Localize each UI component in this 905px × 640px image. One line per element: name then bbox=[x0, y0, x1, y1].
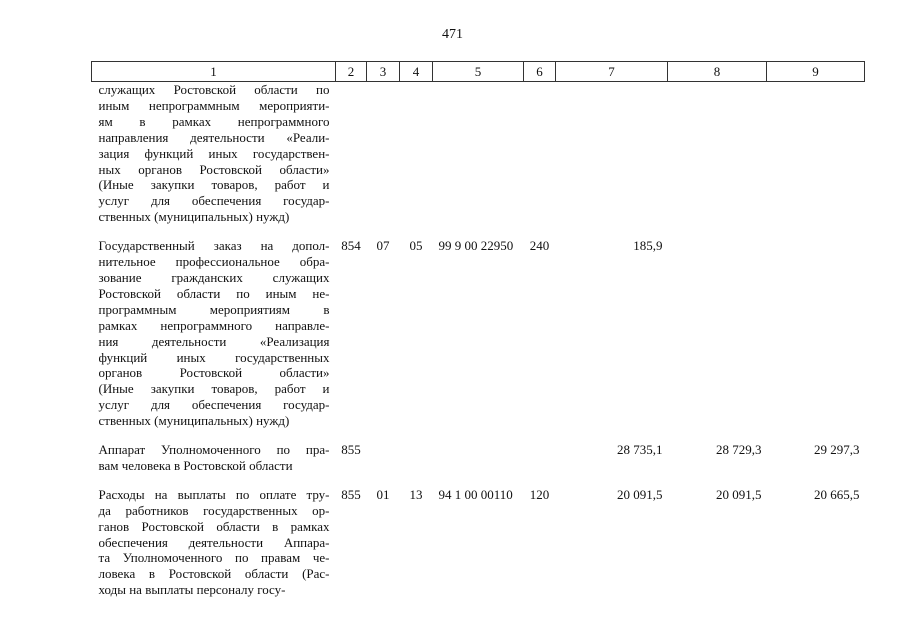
ministry-code: 855 bbox=[341, 442, 361, 458]
description-line: ственных (муниципальных) нужд) bbox=[98, 413, 290, 429]
amount-year-3 bbox=[767, 82, 865, 236]
column-header: 7 bbox=[556, 62, 668, 82]
row-description bbox=[92, 235, 336, 439]
section-code bbox=[367, 439, 400, 484]
description-line: функций иных государственных bbox=[98, 349, 330, 365]
table-row bbox=[92, 484, 865, 608]
description-line: услуг для обеспечения государ- bbox=[98, 397, 330, 413]
description-line: направления деятельности «Реали- bbox=[98, 129, 330, 145]
header-row bbox=[92, 62, 865, 82]
description-line: Расходы на выплаты по оплате тру- bbox=[98, 486, 330, 502]
description-line: Ростовской области по иным не- bbox=[98, 285, 330, 301]
amount-year-3: 20 665,5 bbox=[814, 486, 860, 502]
amount-year-1: 28 735,1 bbox=[617, 442, 663, 458]
description-line: служащих Ростовской области по bbox=[98, 82, 330, 97]
ministry-code: 855 bbox=[341, 486, 361, 502]
amount-year-1: 20 091,5 bbox=[617, 486, 663, 502]
ministry-code: 854 bbox=[341, 238, 361, 254]
section-code: 07 bbox=[376, 238, 390, 254]
description-line: иным непрограммным мероприяти- bbox=[98, 97, 330, 113]
description-line: программным мероприятиям в bbox=[98, 301, 330, 317]
expense-type-code: 120 bbox=[529, 486, 550, 502]
target-article-code: 99 9 00 22950 bbox=[438, 238, 514, 254]
description-line: Аппарат Уполномоченного по пра- bbox=[98, 442, 330, 458]
description-line: вам человека в Ростовской области bbox=[98, 457, 293, 473]
description-line: (Иные закупки товаров, работ и bbox=[98, 177, 330, 193]
target-article-code bbox=[433, 82, 524, 236]
description-line: ям в рамках непрограммного bbox=[98, 113, 330, 129]
column-header: 4 bbox=[400, 62, 433, 82]
description-line: ных органов Ростовской области» bbox=[98, 161, 330, 177]
description-line: ходы на выплаты персоналу госу- bbox=[98, 582, 286, 598]
column-header: 9 bbox=[767, 62, 865, 82]
section-code: 01 bbox=[376, 486, 390, 502]
column-header: 1 bbox=[92, 62, 336, 82]
amount-year-1 bbox=[556, 82, 668, 236]
description-line: обеспечения деятельности Аппара- bbox=[98, 534, 330, 550]
subsection-code: 05 bbox=[409, 238, 423, 254]
target-article-code bbox=[433, 439, 524, 484]
row-description bbox=[92, 82, 336, 236]
expense-type-code bbox=[524, 82, 556, 236]
description-line: рамках непрограммного направле- bbox=[98, 317, 330, 333]
description-line: ганов Ростовской области в рамках bbox=[98, 518, 330, 534]
description-line: нительное профессиональное обра- bbox=[98, 254, 330, 270]
amount-year-3 bbox=[767, 235, 865, 439]
row-description bbox=[92, 439, 336, 484]
page-number: 471 bbox=[442, 27, 463, 42]
amount-year-2: 28 729,3 bbox=[716, 442, 762, 458]
target-article-code: 94 1 00 00110 bbox=[438, 486, 513, 502]
expense-type-code bbox=[524, 439, 556, 484]
description-line: да работников государственных ор- bbox=[98, 502, 330, 518]
description-line: та Уполномоченного по правам че- bbox=[98, 550, 330, 566]
amount-year-2: 20 091,5 bbox=[716, 486, 762, 502]
description-line: (Иные закупки товаров, работ и bbox=[98, 381, 330, 397]
subsection-code: 13 bbox=[409, 486, 423, 502]
ministry-code bbox=[336, 82, 367, 236]
description-line: ловека в Ростовской области (Рас- bbox=[98, 566, 330, 582]
column-header: 6 bbox=[524, 62, 556, 82]
description-line: ственных (муниципальных) нужд) bbox=[98, 209, 290, 225]
column-header: 2 bbox=[336, 62, 367, 82]
description-line: зация функций иных государствен- bbox=[98, 145, 330, 161]
table-row bbox=[92, 439, 865, 484]
column-header: 3 bbox=[367, 62, 400, 82]
description-line: ния деятельности «Реализация bbox=[98, 333, 330, 349]
column-header: 8 bbox=[668, 62, 767, 82]
amount-year-2 bbox=[668, 235, 767, 439]
amount-year-2 bbox=[668, 82, 767, 236]
table-row bbox=[92, 235, 865, 439]
row-description bbox=[92, 484, 336, 608]
subsection-code bbox=[400, 439, 433, 484]
subsection-code bbox=[400, 82, 433, 236]
amount-year-3: 29 297,3 bbox=[814, 442, 860, 458]
budget-table bbox=[91, 61, 865, 608]
description-line: услуг для обеспечения государ- bbox=[98, 193, 330, 209]
amount-year-1: 185,9 bbox=[633, 238, 663, 254]
table-row bbox=[92, 82, 865, 236]
description-line: Государственный заказ на допол- bbox=[98, 238, 330, 254]
section-code bbox=[367, 82, 400, 236]
expense-type-code: 240 bbox=[529, 238, 550, 254]
description-line: органов Ростовской области» bbox=[98, 365, 330, 381]
description-line: зование гражданских служащих bbox=[98, 269, 330, 285]
column-header: 5 bbox=[433, 62, 524, 82]
